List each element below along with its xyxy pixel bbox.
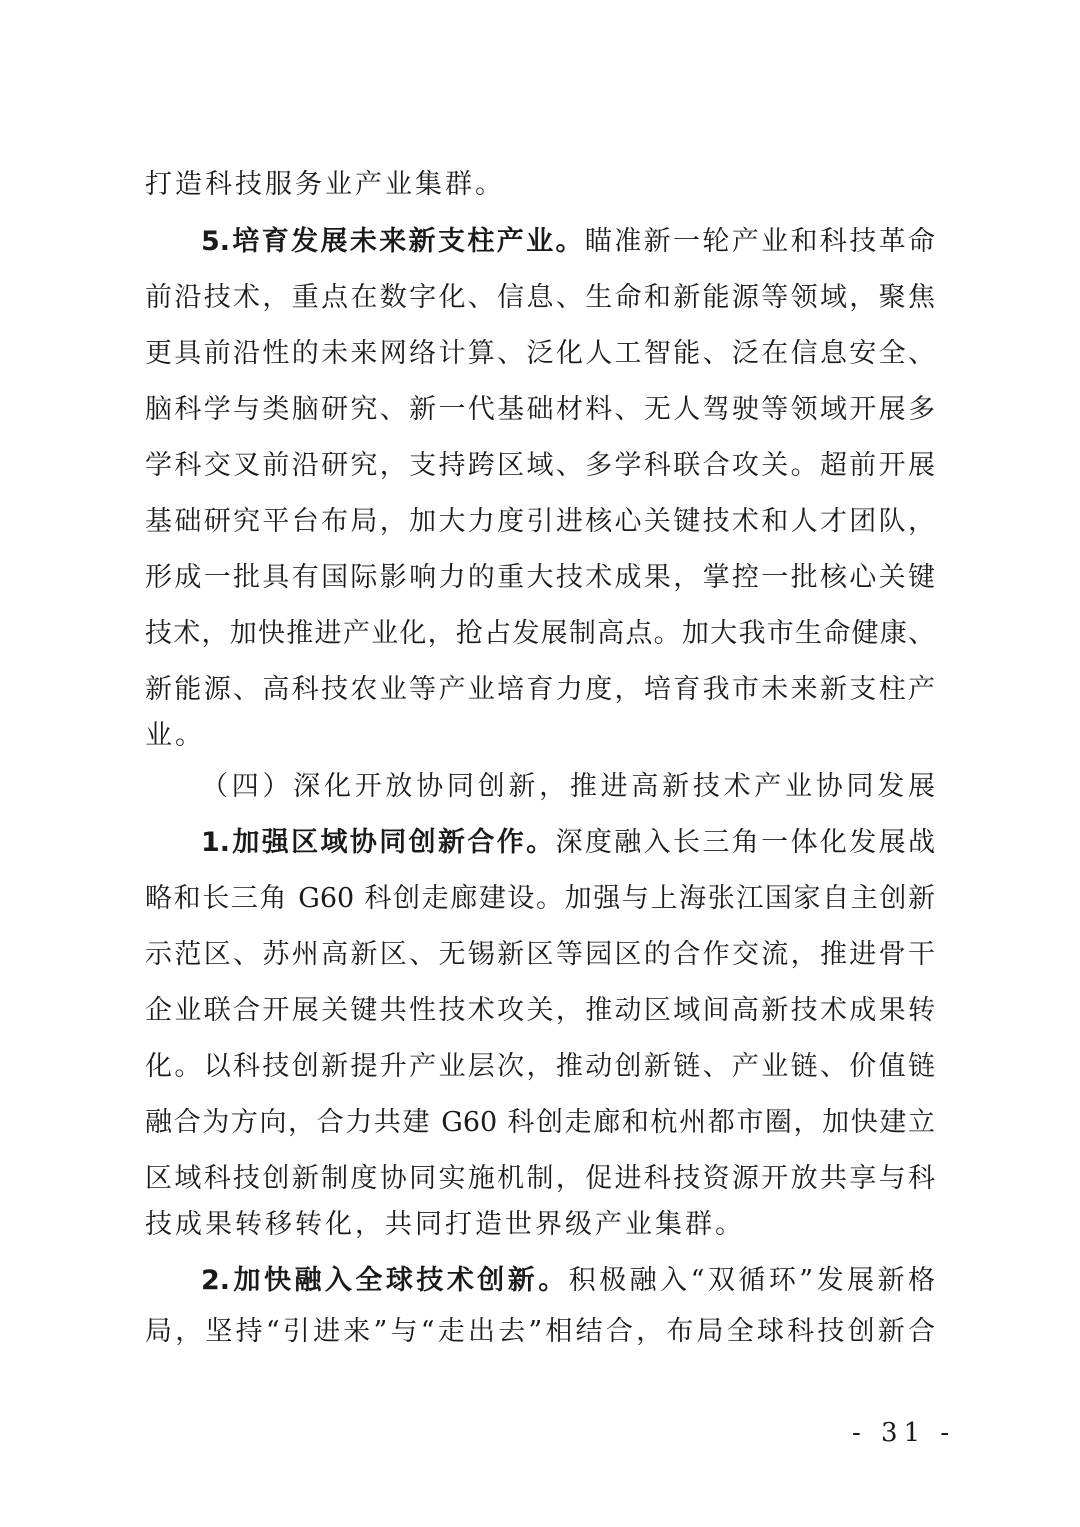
text-line: [145, 558, 935, 598]
text-line: [145, 334, 935, 374]
line-text: 基础研究平台布局，加大力度引进核心关键技术和人才团队，: [145, 506, 935, 537]
line-text: 业。: [145, 720, 205, 751]
line-text: 学科交叉前沿研究，支持跨区域、多学科联合攻关。超前开展: [145, 450, 935, 481]
line-text: 瞄准新一轮产业和科技革命: [584, 226, 936, 257]
bold-lead-phrase: 1.加强区域协同创新合作。: [201, 827, 556, 858]
text-line: [145, 446, 935, 486]
line-text: 区域科技创新制度协同实施机制，促进科技资源开放共享与科: [145, 1163, 935, 1194]
text-line: [201, 767, 935, 807]
line-text: 企业联合开展关键共性技术攻关，推动区域间高新技术成果转: [145, 995, 935, 1026]
paragraph-heading-line: [201, 823, 935, 863]
text-line: [145, 879, 935, 919]
line-text: 打造科技服务业产业集群。: [145, 169, 505, 200]
text-line: [145, 1047, 935, 1087]
text-line: [145, 614, 935, 654]
line-text: 示范区、苏州高新区、无锡新区等园区的合作交流，推进骨干: [145, 939, 935, 970]
text-line: [145, 278, 935, 318]
paragraph-heading-line: [201, 222, 935, 262]
text-line: [145, 1312, 935, 1352]
page-number: - 31 -: [852, 1418, 956, 1448]
text-line: [145, 165, 935, 205]
line-text: 积极融入“双循环”发展新格: [568, 1265, 935, 1296]
line-text: 前沿技术，重点在数字化、信息、生命和新能源等领域，聚焦: [145, 282, 935, 313]
text-line: [145, 1103, 935, 1143]
bold-lead-phrase: 5.培育发展未来新支柱产业。: [201, 226, 585, 257]
text-line: [145, 1159, 935, 1199]
paragraph-heading-line: [201, 1261, 935, 1301]
text-line: [145, 670, 935, 710]
line-text: 深度融入长三角一体化发展战: [555, 827, 936, 858]
line-text: 脑科学与类脑研究、新一代基础材料、无人驾驶等领域开展多: [145, 394, 935, 425]
text-line: [145, 991, 935, 1031]
line-text: 技成果转移转化，共同打造世界级产业集群。: [145, 1209, 745, 1240]
text-line: [145, 716, 935, 756]
line-text: 局，坚持“引进来”与“走出去”相结合，布局全球科技创新合: [145, 1316, 935, 1347]
line-text: 略和长三角 G60 科创走廊建设。加强与上海张江国家自主创新: [145, 883, 935, 914]
line-text: 融合为方向，合力共建 G60 科创走廊和杭州都市圈，加快建立: [145, 1107, 935, 1138]
line-text: （四）深化开放协同创新，推进高新技术产业协同发展: [201, 771, 935, 802]
line-text: 更具前沿性的未来网络计算、泛化人工智能、泛在信息安全、: [145, 338, 935, 369]
text-line: [145, 1205, 935, 1245]
text-line: [145, 935, 935, 975]
line-text: 新能源、高科技农业等产业培育力度，培育我市未来新支柱产: [145, 674, 935, 705]
line-text: 化。以科技创新提升产业层次，推动创新链、产业链、价值链: [145, 1051, 935, 1082]
text-line: [145, 502, 935, 542]
bold-lead-phrase: 2.加快融入全球技术创新。: [201, 1265, 569, 1296]
line-text: 技术，加快推进产业化，抢占发展制高点。加大我市生命健康、: [145, 618, 935, 649]
line-text: 形成一批具有国际影响力的重大技术成果，掌控一批核心关键: [145, 562, 935, 593]
text-line: [145, 390, 935, 430]
